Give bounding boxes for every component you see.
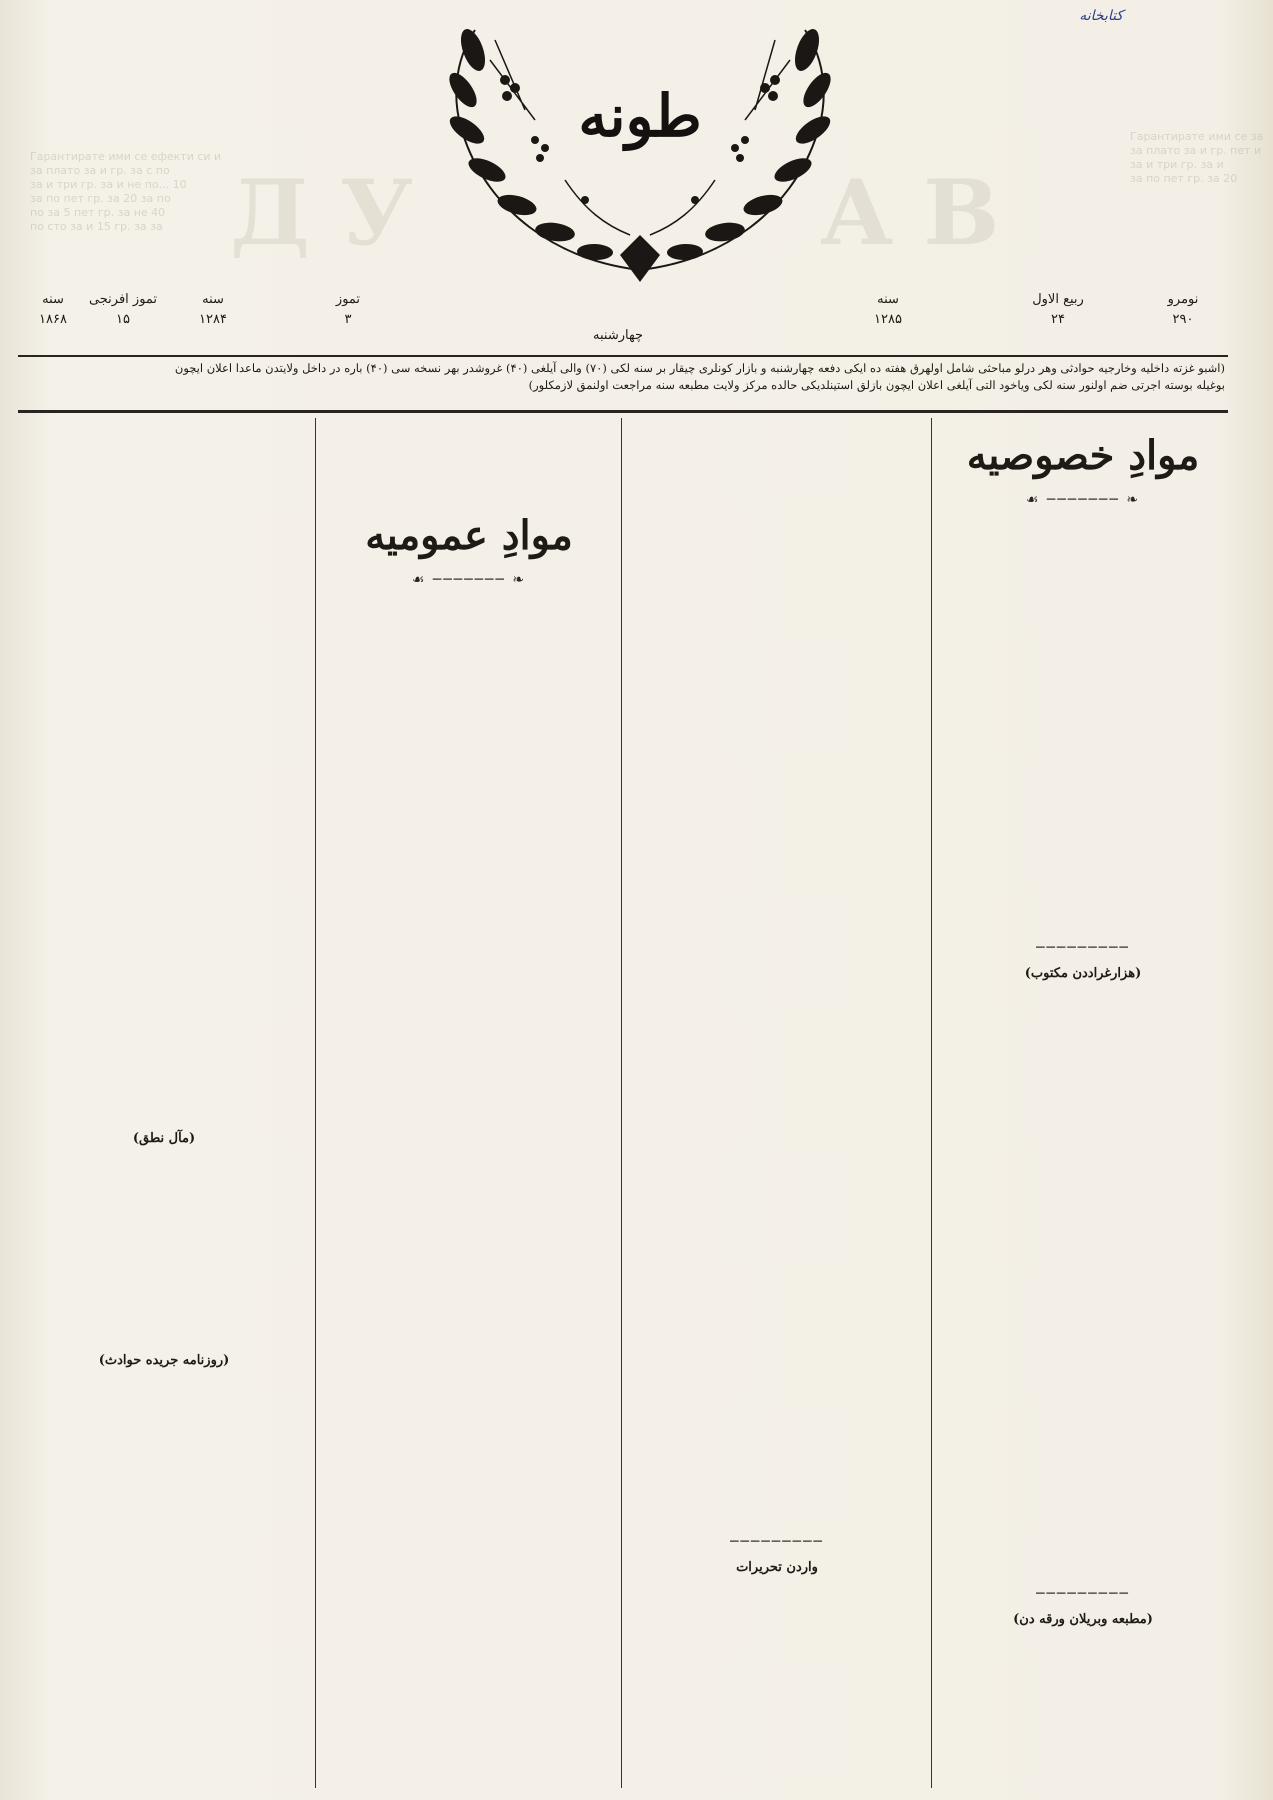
bleed-through-masthead-right: АВ — [820, 160, 1030, 266]
section-title-local-news: موادِ خصوصیه — [966, 432, 1200, 479]
column-3 — [326, 418, 612, 1788]
masthead-wreath-icon — [395, 20, 885, 290]
column-2 — [632, 418, 922, 1788]
header-rule-top — [18, 355, 1228, 357]
column-separator — [931, 418, 932, 1788]
speech-summary-heading: (مآل نطق) — [132, 1131, 196, 1146]
issue-number: نومرو ۲۹۰ — [1167, 292, 1199, 327]
bleed-through-text-left: Гарантирате ими се ефекти си и за плато за и гр. за с по за и три гр. за и не по... 10 за по пет гр. за 20 за по по за 5 пет гр. за не 40 по сто за и 15 гр. за за — [30, 150, 222, 233]
weekday: چهارشنبه — [593, 328, 643, 343]
article-body-placeholder — [22, 1155, 306, 1345]
newspaper-masthead-title: طونه — [578, 82, 702, 150]
column-separator — [315, 418, 316, 1788]
article-body-placeholder — [326, 418, 612, 498]
rumi-year: سنه ۱۲۸۴ — [199, 292, 227, 327]
article-body-placeholder — [632, 418, 922, 1528]
column-separator — [621, 418, 622, 1788]
letter-heading: (هزارغراددن مکتوب) — [1024, 966, 1142, 981]
hijri-date: ربیع الاول ۲۴ — [1032, 292, 1084, 327]
bleed-through-text-right: Гарантирате ими се за за плато за и гр. пет и за и три гр. за и за по пет гр. за 20 — [1130, 130, 1264, 185]
subscription-notice: (اشبو غزته داخلیه وخارجیه حوادثی وهر درلو مباحثی شامل اولهرق هفته ده ایکی دفعه چهارشنبه و بازار کونلری چیقار بر سنه لکی (۷۰) والی آیلغی (۴۰) غروشدر بهر نسخه سی (۴۰) باره در داخل ولایتدن ماعدا اعلان ایچون بوغیله بوسته اجرتی ضم اولنور سنه لکی ویاخود التی آیلغی اعلان ایچون بازلق استینلدیکی حالده مرکز ولایت مطبعه سنه مراجعت اولنمق لازمکلور) — [174, 361, 1225, 392]
bleed-through-masthead-left: ДУ — [230, 160, 444, 266]
column-1 — [942, 418, 1224, 1788]
ornament-divider: ❧ ─────── ☙ — [1025, 492, 1141, 508]
press-heading: (مطبعه وبریلان ورقه دن) — [1013, 1612, 1153, 1627]
ornament-divider: ───────── — [1036, 1586, 1130, 1602]
source-attribution: (روزنامه جریده حوادث) — [98, 1353, 230, 1368]
column-4 — [22, 418, 306, 1788]
ornament-divider: ───────── — [1036, 940, 1130, 956]
section-title-general-news: موادِ عمومیه — [365, 512, 573, 559]
dispatches-heading: واردن تحریرات — [736, 1560, 818, 1575]
handwritten-library-note: کتابخانه — [1079, 8, 1123, 24]
frankish-month-day: تموز افرنجی ۱۵ — [88, 292, 158, 327]
article-body-placeholder — [942, 514, 1224, 934]
article-body-placeholder — [942, 990, 1224, 1580]
hijri-year: سنه ۱۲۸۵ — [874, 292, 902, 327]
frankish-year: سنه ۱۸۶۸ — [39, 292, 67, 327]
article-body-placeholder — [22, 418, 306, 1123]
article-columns — [18, 418, 1228, 1788]
dateline — [18, 290, 1228, 350]
ornament-divider: ❧ ─────── ☙ — [411, 572, 527, 588]
ornament-divider: ───────── — [730, 1534, 824, 1550]
rumi-month-day: تموز ۳ — [335, 292, 361, 327]
header-rule-bottom — [18, 410, 1228, 413]
